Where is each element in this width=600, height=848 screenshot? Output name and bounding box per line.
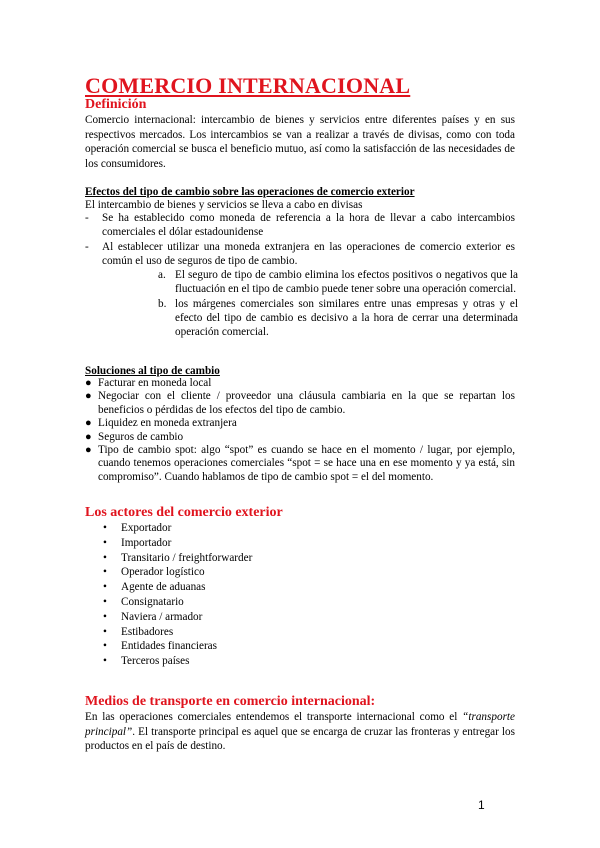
transport-text-italic: “transporte principal”	[85, 711, 515, 738]
bullet-icon: •	[103, 625, 107, 638]
list-item-text: Facturar en moneda local	[98, 377, 212, 389]
list-item	[103, 580, 252, 595]
list-item	[103, 639, 252, 654]
page-number: 1	[478, 798, 485, 812]
list-item-text: Seguros de cambio	[98, 430, 184, 443]
bullet-icon: •	[103, 581, 107, 594]
dash-marker: -	[85, 240, 89, 253]
list-item-text: Tipo de cambio spot: algo “spot” es cuando se hace en el momento / lugar, por ejemplo, cuando tenemos operaciones comerciales “spot = se hace una en ese momento y ya está, sin compromiso”. Cuando hablamos de tipo de cambio spot = el del momento.	[98, 444, 515, 483]
bullet-icon: ●	[85, 430, 92, 443]
bullet-icon: •	[103, 566, 107, 579]
transport-text-before: En las operaciones comerciales entendemos el transporte internacional como el	[85, 711, 463, 723]
bullet-icon: ●	[85, 377, 92, 389]
list-item	[103, 610, 252, 625]
list-item-text: Al establecer utilizar una moneda extranjera en las operaciones de comercio exterior es común el uso de seguros de tipo de cambio.	[102, 240, 515, 267]
actors-list	[103, 521, 252, 669]
list-item	[85, 240, 518, 340]
transport-paragraph	[85, 710, 515, 754]
list-item	[103, 625, 252, 640]
exchange-effects-list	[85, 211, 518, 340]
exchange-effects-sublist	[102, 268, 518, 339]
list-item	[103, 536, 252, 551]
list-item-text: Consignatario	[121, 595, 184, 608]
sub-list-item	[158, 268, 518, 297]
list-item-text: Agente de aduanas	[121, 581, 206, 594]
list-item-text: Negociar con el cliente / proveedor una cláusula cambiaria en la que se repartan los beneficios o pérdidas de los efectos del tipo de cambio.	[98, 390, 515, 416]
bullet-icon: •	[103, 551, 107, 564]
exchange-effects-intro: El intercambio de bienes y servicios se lleva a cabo en divisas	[85, 199, 363, 211]
list-item-text: Estibadores	[121, 625, 174, 638]
document-title: COMERCIO INTERNACIONAL	[85, 73, 411, 98]
list-item-text: Transitario / freightforwarder	[121, 551, 253, 564]
list-item	[103, 565, 252, 580]
list-item	[85, 390, 515, 417]
list-item	[85, 417, 515, 430]
transport-heading: Medios de transporte en comercio internacional:	[85, 694, 376, 709]
dash-marker: -	[85, 212, 89, 224]
bullet-icon: ●	[85, 417, 92, 430]
solutions-list	[85, 377, 515, 484]
list-item	[103, 551, 252, 566]
list-item	[85, 377, 515, 390]
definition-heading: Definición	[85, 97, 147, 112]
bullet-icon: •	[103, 595, 107, 608]
bullet-icon: ●	[85, 390, 92, 403]
alpha-marker: a.	[158, 269, 166, 282]
list-item	[103, 595, 252, 610]
sub-list-item	[158, 297, 518, 340]
list-item-text: Entidades financieras	[121, 640, 217, 653]
bullet-icon: •	[103, 610, 107, 623]
bullet-icon: •	[103, 640, 107, 653]
list-item	[103, 654, 252, 669]
list-item	[85, 211, 515, 240]
bullet-icon: •	[103, 536, 107, 549]
list-item	[85, 431, 515, 444]
sub-list-item-text: El seguro de tipo de cambio elimina los efectos positivos o negativos que la fluctuación en el tipo de cambio puede tener sobre una operación comercial.	[175, 269, 518, 296]
list-item-text: Naviera / armador	[121, 610, 203, 623]
list-item-text: Exportador	[121, 522, 172, 534]
solutions-heading: Soluciones al tipo de cambio	[85, 365, 220, 377]
list-item-text: Terceros países	[121, 655, 190, 668]
alpha-marker: b.	[158, 297, 167, 310]
list-item-text: Operador logístico	[121, 566, 205, 579]
exchange-effects-heading: Efectos del tipo de cambio sobre las operaciones de comercio exterior	[85, 186, 415, 198]
list-item	[103, 521, 252, 536]
bullet-icon: •	[103, 655, 107, 668]
list-item-text: Liquidez en moneda extranjera	[98, 417, 237, 430]
bullet-icon: ●	[85, 444, 92, 457]
definition-paragraph: Comercio internacional: intercambio de bienes y servicios entre diferentes países y en sus respectivos mercados. Los intercambios se van a realizar a través de divisas, como con toda operación comercial se busca el beneficio mutuo, así como la satisfacción de las necesidades de los consumidores.	[85, 114, 515, 170]
transport-text-after: . El transporte principal es aquel que se encarga de cruzar las fronteras y entregar los productos en el país de destino.	[85, 725, 515, 753]
bullet-icon: •	[103, 522, 107, 534]
list-item-text: Importador	[121, 536, 172, 549]
actors-heading: Los actores del comercio exterior	[85, 505, 283, 520]
sub-list-item-text: los márgenes comerciales son similares entre unas empresas y otras y el efecto del tipo de cambio es decisivo a la hora de cerrar una determinada operación comercial.	[175, 297, 518, 339]
list-item-text: Se ha establecido como moneda de referencia a la hora de llevar a cabo intercambios comerciales el dólar estadounidense	[102, 212, 515, 239]
list-item	[85, 444, 515, 484]
